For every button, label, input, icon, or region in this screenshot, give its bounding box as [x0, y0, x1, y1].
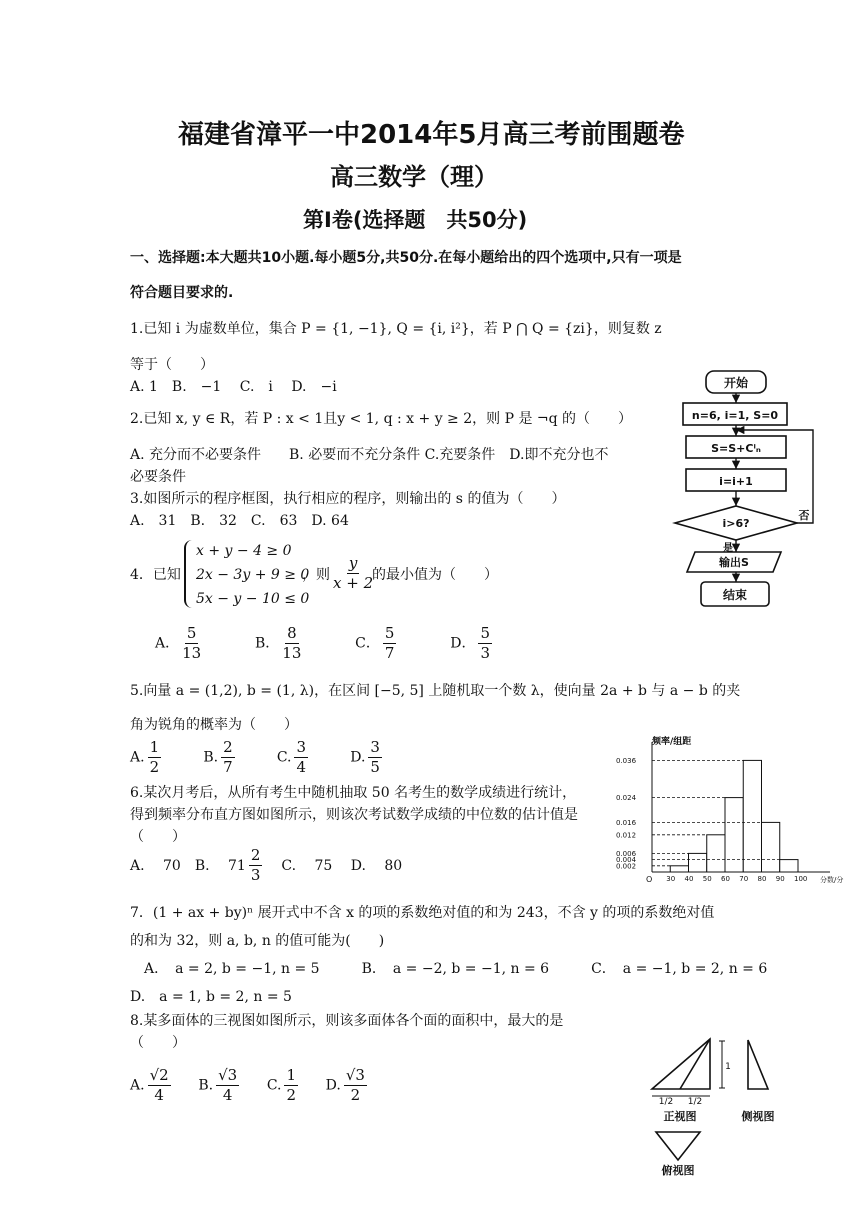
flow-yes-label: 是: [723, 543, 733, 554]
hist-bar: [707, 835, 725, 872]
flow-cond-label: i>6?: [722, 517, 750, 530]
hist-bar: [689, 853, 707, 872]
option-c: C. $\frac{1}{2}$: [266, 1066, 297, 1104]
mixed-fraction: $\frac{2}{3}$: [250, 846, 261, 884]
front-view-label: 正视图: [663, 1110, 697, 1123]
hist-xtick-label: 80: [757, 875, 767, 883]
option-d: D. $\frac{√3}{2}$: [325, 1066, 365, 1104]
hist-ytick-label: 0.016: [616, 818, 637, 827]
question-2-stem: 2.已知 x, y ∈ R，若 P : x < 1且y < 1, q : x + y ≥ 2，则 P 是 ¬q 的（ ）: [130, 411, 633, 427]
hist-bars: [652, 760, 798, 872]
question-4-suffix: 的最小值为（ ）: [372, 567, 498, 583]
hist-xlabel: 分数/分: [820, 876, 844, 884]
top-view-triangle: [656, 1132, 700, 1160]
question-5-options: [130, 738, 385, 777]
hist-ytick-label: 0.024: [616, 794, 637, 803]
part-title: 第Ⅰ卷(选择题 共50分): [303, 208, 528, 232]
front-view-inner-edge: [680, 1039, 710, 1089]
question-3-stem: 3.如图所示的程序框图，执行相应的程序，则输出的 s 的值为（ ）: [130, 491, 566, 507]
hist-ytick-label: 0.036: [616, 756, 637, 765]
frequency-histogram: [614, 730, 846, 888]
hist-ytick-label: 0.002: [616, 862, 637, 871]
hist-origin: O: [646, 875, 653, 884]
page-subtitle: 高三数学（理）: [330, 163, 498, 191]
question-5-cont: 角为锐角的概率为（ ）: [130, 717, 298, 733]
question-4-prefix: 4．已知: [130, 567, 181, 583]
hist-xtick-label: 30: [666, 875, 676, 883]
hist-xtick-label: 60: [721, 875, 730, 883]
flow-output-label: 输出S: [719, 556, 749, 569]
question-6-line3: （ ）: [130, 829, 186, 845]
question-7-line4: D. a = 1, b = 2, n = 5: [130, 989, 292, 1005]
three-view-drawing: [640, 1036, 790, 1178]
question-6-options: [130, 846, 402, 885]
hist-ytick-label: 0.006: [616, 849, 637, 858]
page-title: 福建省漳平一中2014年5月高三考前围题卷: [178, 120, 685, 150]
question-1-stem: 1.已知 i 为虚数单位，集合 P = {1, −1}, Q = {i, i²}，若 P ⋂ Q = {zi}，则复数 z: [130, 321, 662, 337]
side-view-label: 侧视图: [741, 1110, 775, 1123]
question-4-fraction: [330, 554, 376, 593]
question-2-options: A. 充分而不必要条件 B. 必要而不充分条件 C.充要条件 D.即不充分也不: [130, 447, 609, 463]
constraint-2: 2x − 3y + 9 ≥ 0: [196, 567, 310, 583]
question-6-line1: 6.某次月考后，从所有考生中随机抽取 50 名考生的数学成绩进行统计，: [130, 785, 577, 801]
hist-xtick-label: 100: [794, 875, 808, 883]
question-3-options: A. 31 B. 32 C. 63 D. 64: [130, 513, 349, 529]
hist-bar: [780, 860, 798, 872]
question-7-line1: 7．(1 + ax + by)ⁿ 展开式中不含 x 的项的系数绝对值的和为 243，不含 y 的项的系数绝对值: [130, 905, 715, 921]
hist-bar: [762, 822, 780, 872]
option-b: B. $\frac{√3}{4}$: [198, 1066, 238, 1104]
question-1-cont: 等于（ ）: [130, 357, 214, 373]
hist-bar: [743, 760, 761, 872]
question-8-line2: （ ）: [130, 1035, 186, 1051]
front-dim-half-right: 1/2: [687, 1097, 703, 1107]
hist-ylabel: 频率/组距: [652, 737, 692, 747]
question-1-options: A. 1 B. −1 C. i D. −i: [130, 379, 337, 395]
front-view-triangle: [652, 1039, 710, 1089]
flow-end-label: 结束: [722, 588, 748, 602]
question-7-line3: A． a = 2, b = −1, n = 5 B． a = −2, b = −1, n = 6 C． a = −1, b = 2, n = 6: [130, 961, 768, 977]
option-a: A. $\frac{1}{2}$: [130, 738, 160, 776]
question-2-cont: 必要条件: [130, 469, 186, 485]
question-6-line2: 得到频率分布直方图如图所示，则该次考试数学成绩的中位数的估计值是: [130, 807, 578, 823]
option-c: C． $\frac{5}{7}$: [355, 624, 395, 662]
constraint-3: 5x − y − 10 ≤ 0: [196, 591, 310, 607]
flow-update-label: S=S+Cⁱₙ: [711, 442, 761, 455]
brace: [184, 540, 196, 608]
option-b: B. $\frac{2}{7}$: [203, 738, 233, 776]
question-5-stem: 5.向量 a = (1,2), b = (1, λ)，在区间 [−5, 5] 上随机取一个数 λ，使向量 2a + b 与 a − b 的夹: [130, 683, 741, 699]
section-instructions-line2: 符合题目要求的.: [130, 285, 234, 301]
hist-bar: [725, 798, 743, 872]
fraction-numerator: y: [348, 554, 358, 572]
question-4-options: [155, 624, 495, 663]
option-d: D． $\frac{5}{3}$: [450, 624, 490, 662]
hist-ytick-label: 0.004: [616, 856, 637, 865]
hist-ytick-label: 0.012: [616, 831, 637, 840]
option-ab: A. 70 B. 71: [130, 857, 246, 874]
flow-no-label: 否: [798, 509, 810, 522]
front-dim-half-left: 1/2: [658, 1097, 674, 1107]
option-a: A． $\frac{5}{13}$: [155, 624, 202, 662]
option-b: B． $\frac{8}{13}$: [255, 624, 302, 662]
section-instructions-line1: 一、选择题:本大题共10小题.每小题5分,共50分.在每小题给出的四个选项中,只有一项是: [130, 250, 682, 266]
flow-start-label: 开始: [723, 376, 749, 390]
flow-init-label: n=6, i=1, S=0: [691, 409, 779, 422]
option-c: C. $\frac{3}{4}$: [276, 738, 307, 776]
question-8-options: [130, 1066, 370, 1105]
hist-bar: [670, 866, 688, 872]
question-8-line1: 8.某多面体的三视图如图所示，则该多面体各个面的面积中，最大的是: [130, 1013, 564, 1029]
fraction-denominator: x + 2: [333, 574, 374, 592]
top-view-label: 俯视图: [661, 1164, 695, 1177]
option-d: D. $\frac{3}{5}$: [350, 738, 380, 776]
flow-inc-label: i=i+1: [719, 475, 753, 488]
constraint-1: x + y − 4 ≥ 0: [196, 543, 292, 559]
hist-xtick-label: 50: [702, 875, 712, 883]
question-7-line2: 的和为 32，则 a, b, n 的值可能为( ): [130, 933, 385, 949]
question-4-mid: ，则: [302, 567, 330, 583]
front-dim-height: 1: [725, 1062, 731, 1072]
side-view-triangle: [748, 1040, 768, 1089]
option-a: A. $\frac{√2}{4}$: [130, 1066, 169, 1104]
flowchart: [665, 366, 825, 610]
hist-xtick-label: 70: [739, 875, 749, 883]
hist-xtick-label: 40: [684, 875, 694, 883]
option-cd: C. 75 D. 80: [281, 857, 403, 874]
hist-xtick-label: 90: [775, 875, 785, 883]
